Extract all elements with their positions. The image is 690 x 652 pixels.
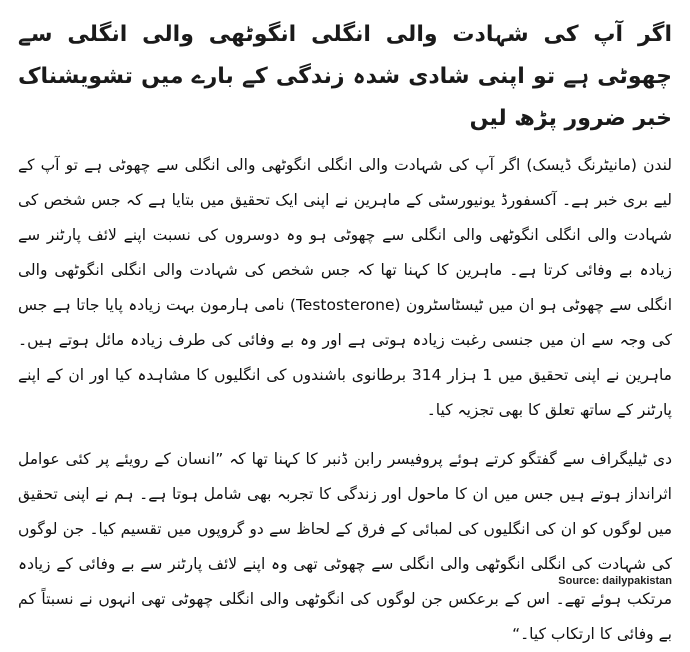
article-paragraph-1: لندن (مانیٹرنگ ڈیسک) اگر آپ کی شہادت والی انگلی انگوٹھی والی انگلی سے چھوٹی ہے تو آپ کے لیے بری خبر ہے۔ آکسفورڈ یونیورسٹی کے ماہرین نے اپنی ایک تحقیق میں بتایا ہے کہ جس شخص کی شہادت والی انگلی انگوٹھی والی انگلی سے چھوٹی ہو وہ دوسروں کی نسبت اپنے لائف پارٹنر سے زیادہ بے وفائی کرتا ہے۔ ماہرین کا کہنا تھا کہ جس شخص کی شہادت والی انگلی انگوٹھی والی انگلی سے چھوٹی ہو ان میں ٹیسٹاسٹرون (Testosterone) نامی ہارمون بہت زیادہ پایا جاتا ہے جس کی وجہ سے ان میں جنسی رغبت زیادہ ہوتی ہے اور وہ بے وفائی کی طرف زیادہ مائل ہوتے ہیں۔ ماہرین نے اپنی تحقیق میں 1 ہزار 314 برطانوی باشندوں کی انگلیوں کا مشاہدہ کیا اور ان کے اپنے پارٹنر کے ساتھ تعلق کا بھی تجزیہ کیا۔ xyxy=(18,156,672,419)
article-headline: اگر آپ کی شہادت والی انگلی انگوٹھی والی انگلی سے چھوٹی ہے تو اپنی شادی شدہ زندگی کے بارے میں تشویشناک خبر ضرور پڑھ لیں xyxy=(18,22,672,131)
article-paragraph-2: دی ٹیلیگراف سے گفتگو کرتے ہوئے پروفیسر رابن ڈنبر کا کہنا تھا کہ ”انسان کے رویئے پر کئی عوامل اثرانداز ہوتے ہیں جس میں ان کا ماحول اور زندگی کا تجربہ بھی شامل ہوتا ہے۔ ہم نے اپنی تحقیق میں لوگوں کو ان کی انگلیوں کی لمبائی کے فرق کے لحاظ سے دو گروپوں میں تقسیم کیا۔ جن لوگوں کی شہادت کی انگلی انگوٹھی والی انگلی سے چھوٹی تھی وہ اپنے لائف پارٹنر سے بے وفائی کے زیادہ مرتکب ہوئے تھے۔ اس کے برعکس جن لوگوں کی انگوٹھی والی انگلی چھوٹی تھی انہوں نے نسبتاً کم بے وفائی کا ارتکاب کیا۔“ xyxy=(18,450,672,643)
source-credit: Source: dailypakistan xyxy=(558,575,672,587)
